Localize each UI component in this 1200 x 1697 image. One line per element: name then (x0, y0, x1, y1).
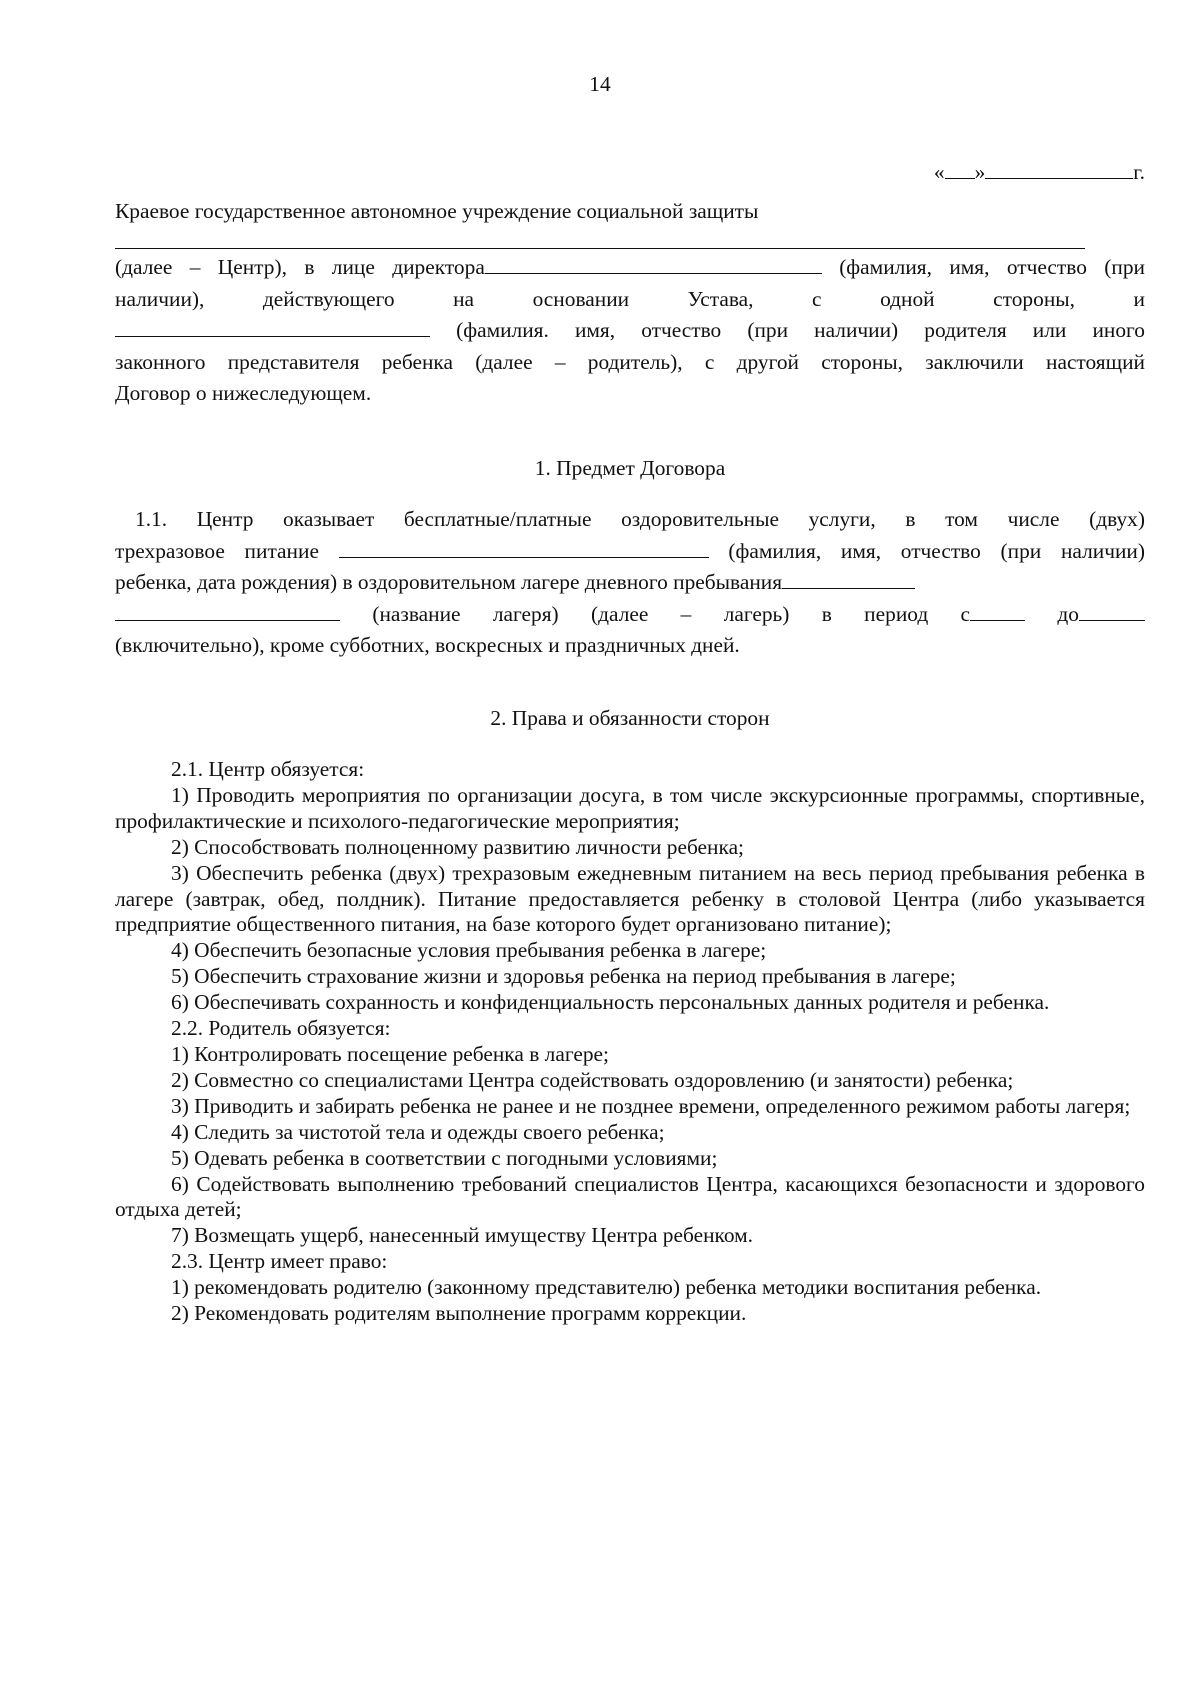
intro-block (115, 222, 1145, 410)
section-2-title: 2. Права и обязанности сторон (490, 706, 770, 730)
clause-2-3: 2.3. Центр имеет право: (171, 1249, 388, 1274)
clause-2-2-7: 7) Возмещать ущерб, нанесенный имуществу Центра ребенком. (171, 1223, 754, 1248)
clause-1-1-line-4 (115, 599, 1145, 631)
clause-2-2-2: 2) Совместно со специалистами Центра содействовать оздоровлению (и занятости) ребенка; (171, 1067, 1014, 1092)
clause-1-1-line-3 (115, 567, 1145, 599)
clause-1-1-line-5: (включительно), кроме субботних, воскресных и праздничных дней. (115, 633, 740, 657)
intro-text-fio: (фамилия, имя, отчество (при (839, 255, 1145, 279)
clause-2-2-5: 5) Одевать ребенка в соответствии с погодными условиями; (171, 1145, 718, 1170)
camp-blank (782, 567, 915, 589)
clause-2-1-3: 3) Обеспечить ребенка (двух) трехразовым ежедневным питанием на весь период пребывания ребенка в лагере (завтрак, обед, полдник). Питание предоставляется ребенку в столовой Центра (либо указывается предприятие общественного питания, на базе которого будет организовано питание); (115, 860, 1145, 937)
camp-name-blank (115, 599, 340, 621)
clause-2-3-1: 1) рекомендовать родителю (законному представителю) ребенка методики воспитания ребенка. (171, 1275, 1042, 1300)
director-name-blank (485, 252, 822, 274)
intro-text-director: (далее – Центр), в лице директора (115, 255, 485, 279)
clause-2-1-1: 1) Проводить мероприятия по организации досуга, в том числе экскурсионные программы, спортивные, профилактические и психолого-педагогические мероприятия; (115, 782, 1145, 833)
clause-1-1-line-1: 1.1. Центр оказывает бесплатные/платные оздоровительные услуги, в том числе (двух) (135, 507, 1145, 531)
clause-2-1: 2.1. Центр обязуется: (171, 757, 365, 781)
clause-2-2-3: 3) Приводить и забирать ребенка не ранее и не позднее времени, определенного режимом работы лагеря; (171, 1093, 1131, 1118)
clause-2-3-2: 2) Рекомендовать родителям выполнение программ коррекции. (171, 1301, 747, 1326)
clause-2-2-4: 4) Следить за чистотой тела и одежды своего ребенка; (171, 1119, 665, 1144)
period-to-blank (1079, 599, 1145, 621)
camp-text: ребенка, дата рождения) в оздоровительном лагере дневного пребывания (115, 570, 783, 594)
date-suffix: г. (1133, 160, 1145, 184)
intro-line-3 (115, 315, 1145, 347)
date-close-quote: » (974, 160, 986, 184)
clause-2-2: 2.2. Родитель обязуется: (171, 1016, 391, 1041)
month-year-blank (985, 157, 1133, 179)
day-blank (945, 157, 975, 179)
institution-name-blank (115, 228, 1085, 249)
intro-line-5: Договор о нижеследующем. (115, 381, 372, 405)
intro-line-4: законного представителя ребенка (далее – родитель), с другой стороны, заключили настоящий (115, 349, 1145, 374)
period-from-blank (970, 599, 1025, 621)
clause-2-1-4: 4) Обеспечить безопасные условия пребывания ребенка в лагере; (171, 938, 767, 963)
date-open-quote: « (933, 160, 945, 184)
parent-name-blank (115, 315, 430, 337)
camp-name-text: (название лагеря) (далее – лагерь) в период с (372, 601, 971, 626)
clause-2-2-6: 6) Содействовать выполнению требований специалистов Центра, касающихся безопасности и здорового отдыха детей; (115, 1171, 1145, 1222)
intro-text-parent: (фамилия. имя, отчество (при наличии) родителя или иного (456, 318, 1145, 342)
section-1-body (115, 504, 1145, 662)
child-name-blank (339, 536, 709, 558)
intro-line-2: наличии), действующего на основании Устава, с одной стороны, и (115, 286, 1145, 311)
page-number: 14 (589, 72, 611, 96)
section-2-body (115, 757, 1145, 1327)
child-fio-text: (фамилия, имя, отчество (при наличии) (728, 538, 1146, 563)
meal-text: трехразовое питание (115, 538, 319, 563)
period-to-text: до (1057, 601, 1079, 626)
clause-2-1-6: 6) Обеспечивать сохранность и конфиденциальность персональных данных родителя и ребенка. (171, 990, 1050, 1015)
date-line (934, 157, 1145, 185)
clause-1-1-line-2 (115, 536, 1145, 568)
institution-header: Краевое государственное автономное учреждение социальной защиты (115, 199, 759, 223)
intro-line-1 (115, 252, 1145, 284)
clause-2-1-2: 2) Способствовать полноценному развитию личности ребенка; (171, 834, 745, 859)
clause-2-1-5: 5) Обеспечить страхование жизни и здоровья ребенка на период пребывания в лагере; (171, 964, 956, 989)
clause-2-2-1: 1) Контролировать посещение ребенка в лагере; (171, 1041, 609, 1066)
section-1-title: 1. Предмет Договора (534, 456, 726, 480)
